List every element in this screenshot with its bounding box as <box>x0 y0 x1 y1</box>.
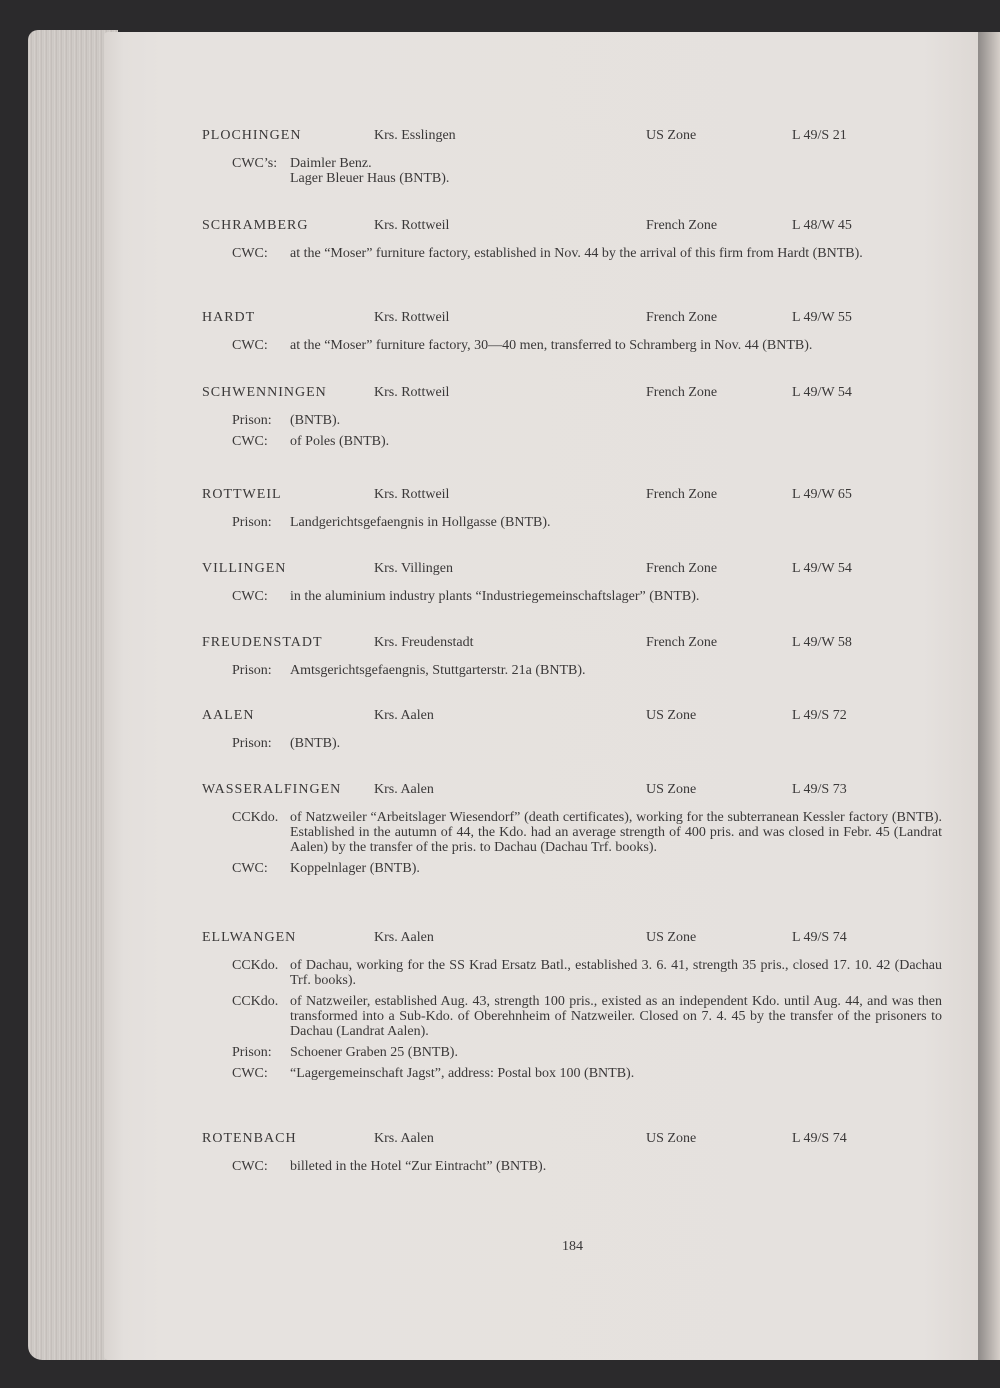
entry-detail <box>202 156 942 186</box>
facing-page-edge <box>978 32 1000 1360</box>
detail-category: Prison: <box>232 413 272 428</box>
place-entry <box>202 708 942 751</box>
map-reference: L 49/W 65 <box>792 487 852 502</box>
detail-text: at the “Moser” furniture factory, established in Nov. 44 by the arrival of this firm from Hardt (BNTB). <box>290 246 863 261</box>
district-name: Krs. Rottweil <box>374 218 450 233</box>
entry-detail <box>202 1066 942 1081</box>
entry-detail <box>202 1045 942 1060</box>
map-reference: L 48/W 45 <box>792 218 852 233</box>
detail-category: Prison: <box>232 1045 272 1060</box>
detail-category: CWC: <box>232 1159 268 1174</box>
district-name: Krs. Aalen <box>374 708 434 723</box>
entry-header <box>202 561 942 583</box>
occupation-zone: US Zone <box>646 782 697 797</box>
detail-text: billeted in the Hotel “Zur Eintracht” (BNTB). <box>290 1159 547 1174</box>
entry-header <box>202 218 942 240</box>
detail-text: (BNTB). <box>290 736 341 751</box>
entry-detail <box>202 413 942 428</box>
map-reference: L 49/S 21 <box>792 128 847 143</box>
detail-category: Prison: <box>232 736 272 751</box>
entry-detail <box>202 589 942 604</box>
place-entry <box>202 218 942 261</box>
district-name: Krs. Rottweil <box>374 487 450 502</box>
district-name: Krs. Freudenstadt <box>374 635 474 650</box>
entry-detail <box>202 958 942 988</box>
entry-header <box>202 782 942 804</box>
detail-category: CCKdo. <box>232 994 279 1009</box>
place-name: HARDT <box>202 310 256 325</box>
place-name: ROTENBACH <box>202 1131 297 1146</box>
entry-detail <box>202 246 942 261</box>
district-name: Krs. Rottweil <box>374 310 450 325</box>
occupation-zone: French Zone <box>646 218 718 233</box>
entry-detail <box>202 663 942 678</box>
entry-header <box>202 385 942 407</box>
district-name: Krs. Esslingen <box>374 128 456 143</box>
occupation-zone: US Zone <box>646 708 697 723</box>
entry-header <box>202 708 942 730</box>
occupation-zone: French Zone <box>646 561 718 576</box>
place-name: SCHWENNINGEN <box>202 385 327 400</box>
entry-header <box>202 487 942 509</box>
district-name: Krs. Aalen <box>374 1131 434 1146</box>
place-entry <box>202 1131 942 1174</box>
entry-header <box>202 128 942 150</box>
place-name: SCHRAMBERG <box>202 218 309 233</box>
place-entry <box>202 782 942 876</box>
detail-text: in the aluminium industry plants “Industriegemeinschaftslager” (BNTB). <box>290 589 700 604</box>
entry-header <box>202 1131 942 1153</box>
place-entry <box>202 635 942 678</box>
place-name: VILLINGEN <box>202 561 287 576</box>
place-entry <box>202 561 942 604</box>
map-reference: L 49/S 73 <box>792 782 847 797</box>
entry-detail <box>202 736 942 751</box>
detail-text: of Natzweiler “Arbeitslager Wiesendorf” (death certificates), working for the subterranean Kessler factory (BNTB). Established in the autumn of 44, the Kdo. had an average strength of 400 pris. and was closed in Febr. 45 (Landrat Aalen) by the transfer of the pris. to Dachau (Dachau Trf. books). <box>290 810 942 855</box>
detail-category: Prison: <box>232 663 272 678</box>
detail-category: CWC: <box>232 434 268 449</box>
place-entry <box>202 310 942 353</box>
district-name: Krs. Aalen <box>374 782 434 797</box>
detail-category: CWC: <box>232 589 268 604</box>
place-name: ELLWANGEN <box>202 930 297 945</box>
place-name: FREUDENSTADT <box>202 635 323 650</box>
detail-category: CWC’s: <box>232 156 278 171</box>
place-entry <box>202 128 942 186</box>
entry-detail <box>202 994 942 1039</box>
detail-text: Koppelnlager (BNTB). <box>290 861 420 876</box>
detail-text: Schoener Graben 25 (BNTB). <box>290 1045 458 1060</box>
entry-detail <box>202 515 942 530</box>
entry-header <box>202 930 942 952</box>
occupation-zone: US Zone <box>646 128 697 143</box>
place-name: PLOCHINGEN <box>202 128 302 143</box>
district-name: Krs. Aalen <box>374 930 434 945</box>
occupation-zone: French Zone <box>646 635 718 650</box>
page-number: 184 <box>562 1239 583 1254</box>
occupation-zone: US Zone <box>646 930 697 945</box>
place-name: ROTTWEIL <box>202 487 282 502</box>
entry-detail <box>202 810 942 855</box>
map-reference: L 49/W 54 <box>792 561 852 576</box>
district-name: Krs. Villingen <box>374 561 454 576</box>
detail-text: of Poles (BNTB). <box>290 434 390 449</box>
detail-text: of Dachau, working for the SS Krad Ersatz Batl., established 3. 6. 41, strength 35 pris., closed 17. 10. 42 (Dachau Trf. books). <box>290 958 942 988</box>
entry-detail <box>202 1159 942 1174</box>
district-name: Krs. Rottweil <box>374 385 450 400</box>
detail-category: CWC: <box>232 861 268 876</box>
occupation-zone: French Zone <box>646 487 718 502</box>
occupation-zone: US Zone <box>646 1131 697 1146</box>
map-reference: L 49/S 74 <box>792 930 847 945</box>
detail-text: “Lagergemeinschaft Jagst”, address: Postal box 100 (BNTB). <box>290 1066 635 1081</box>
detail-text: Amtsgerichtsgefaengnis, Stuttgarterstr. 21a (BNTB). <box>290 663 586 678</box>
place-entry <box>202 487 942 530</box>
place-name: AALEN <box>202 708 255 723</box>
entry-header <box>202 635 942 657</box>
detail-text: of Natzweiler, established Aug. 43, strength 100 pris., existed as an independent Kdo. until Aug. 44, and was then transformed into a Sub-Kdo. of Oberehnheim of Natzweiler. Closed on 7. 4. 45 by the transfer of the prisoners to Dachau (Landrat Aalen). <box>290 994 942 1039</box>
map-reference: L 49/W 54 <box>792 385 852 400</box>
detail-text: Landgerichtsgefaengnis in Hollgasse (BNTB). <box>290 515 551 530</box>
detail-text: at the “Moser” furniture factory, 30—40 men, transferred to Schramberg in Nov. 44 (BNTB). <box>290 338 813 353</box>
detail-text: (BNTB). <box>290 413 341 428</box>
map-reference: L 49/W 55 <box>792 310 852 325</box>
detail-text: Daimler Benz. Lager Bleuer Haus (BNTB). <box>290 156 450 186</box>
detail-category: CCKdo. <box>232 958 279 973</box>
entry-header <box>202 310 942 332</box>
place-entry <box>202 385 942 449</box>
map-reference: L 49/S 72 <box>792 708 847 723</box>
detail-category: Prison: <box>232 515 272 530</box>
detail-category: CCKdo. <box>232 810 279 825</box>
entry-detail <box>202 861 942 876</box>
detail-category: CWC: <box>232 246 268 261</box>
map-reference: L 49/W 58 <box>792 635 852 650</box>
entry-detail <box>202 434 942 449</box>
detail-category: CWC: <box>232 1066 268 1081</box>
occupation-zone: French Zone <box>646 385 718 400</box>
entry-detail <box>202 338 942 353</box>
map-reference: L 49/S 74 <box>792 1131 847 1146</box>
detail-category: CWC: <box>232 338 268 353</box>
occupation-zone: French Zone <box>646 310 718 325</box>
place-name: WASSERALFINGEN <box>202 782 342 797</box>
place-entry <box>202 930 942 1081</box>
